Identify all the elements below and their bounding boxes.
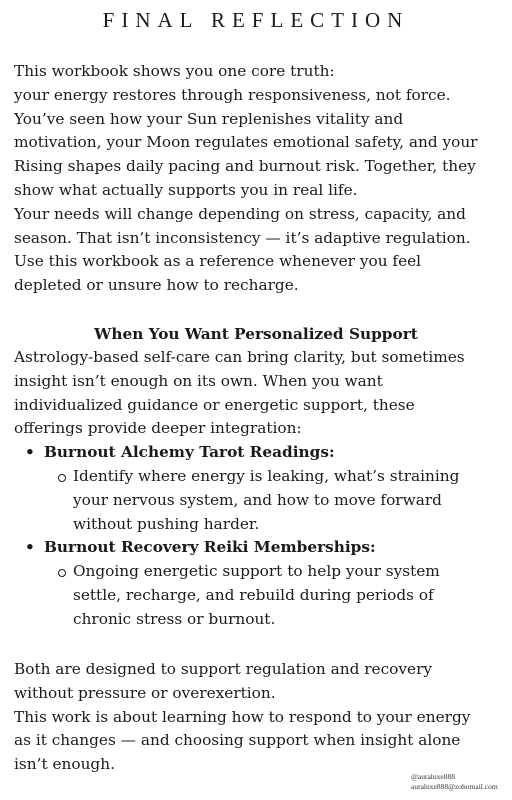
offering-desc-line: chronic stress or burnout.	[73, 609, 276, 628]
offering-desc-line: without pushing harder.	[73, 514, 260, 533]
offering-tarot-title: • Burnout Alchemy Tarot Readings:	[14, 441, 500, 465]
contact-footer	[411, 772, 498, 791]
offering-desc-line: your nervous system, and how to move forward	[73, 490, 442, 509]
support-section	[14, 346, 500, 632]
support-line: insight isn’t enough on its own. When you want	[14, 371, 383, 390]
support-line: offerings provide deeper integration:	[14, 419, 302, 438]
circle-bullet-icon	[58, 569, 66, 577]
offering-tarot-desc	[14, 465, 500, 536]
closing-line: Both are designed to support regulation and recovery	[14, 660, 433, 678]
page-title: FINAL REFLECTION	[102, 8, 410, 32]
closing-line: This work is about learning how to respond to your energy	[14, 707, 471, 726]
offering-reiki-desc	[14, 560, 500, 631]
offering-reiki-title: • Burnout Recovery Reiki Memberships:	[14, 536, 500, 560]
intro-line: depleted or unsure how to recharge.	[14, 276, 299, 295]
contact-email: auraluxe888@zohomail.com	[411, 781, 498, 791]
intro-section	[14, 60, 500, 298]
intro-line: motivation, your Moon regulates emotional safety, and your	[14, 133, 478, 152]
intro-line: Use this workbook as a reference whenever you feel	[14, 252, 422, 271]
social-handle: @auraluxe888	[411, 772, 455, 781]
intro-line: Your needs will change depending on stress, capacity, and	[14, 204, 466, 223]
support-line: individualized guidance or energetic support, these	[14, 395, 415, 414]
closing-section	[14, 658, 500, 777]
offering-desc-line: settle, recharge, and rebuild during periods of	[73, 585, 434, 604]
support-line: Astrology-based self-care can bring clarity, but sometimes	[14, 348, 465, 366]
support-heading: When You Want Personalized Support	[94, 325, 418, 343]
offering-desc-line: Identify where energy is leaking, what’s straining	[73, 466, 460, 485]
intro-line: show what actually supports you in real life.	[14, 180, 358, 199]
closing-line: without pressure or overexertion.	[14, 683, 276, 702]
circle-bullet-icon	[58, 474, 66, 482]
closing-line: as it changes — and choosing support when insight alone	[14, 731, 461, 750]
intro-line: your energy restores through responsiveness, not force.	[14, 85, 451, 104]
closing-line: isn’t enough.	[14, 755, 115, 774]
intro-line: season. That isn’t inconsistency — it’s adaptive regulation.	[14, 228, 471, 247]
intro-line: This workbook shows you one core truth:	[14, 62, 335, 80]
intro-line: You’ve seen how your Sun replenishes vitality and	[14, 109, 404, 128]
offering-desc-line: Ongoing energetic support to help your system	[73, 562, 440, 581]
intro-line: Rising shapes daily pacing and burnout risk. Together, they	[14, 157, 476, 176]
